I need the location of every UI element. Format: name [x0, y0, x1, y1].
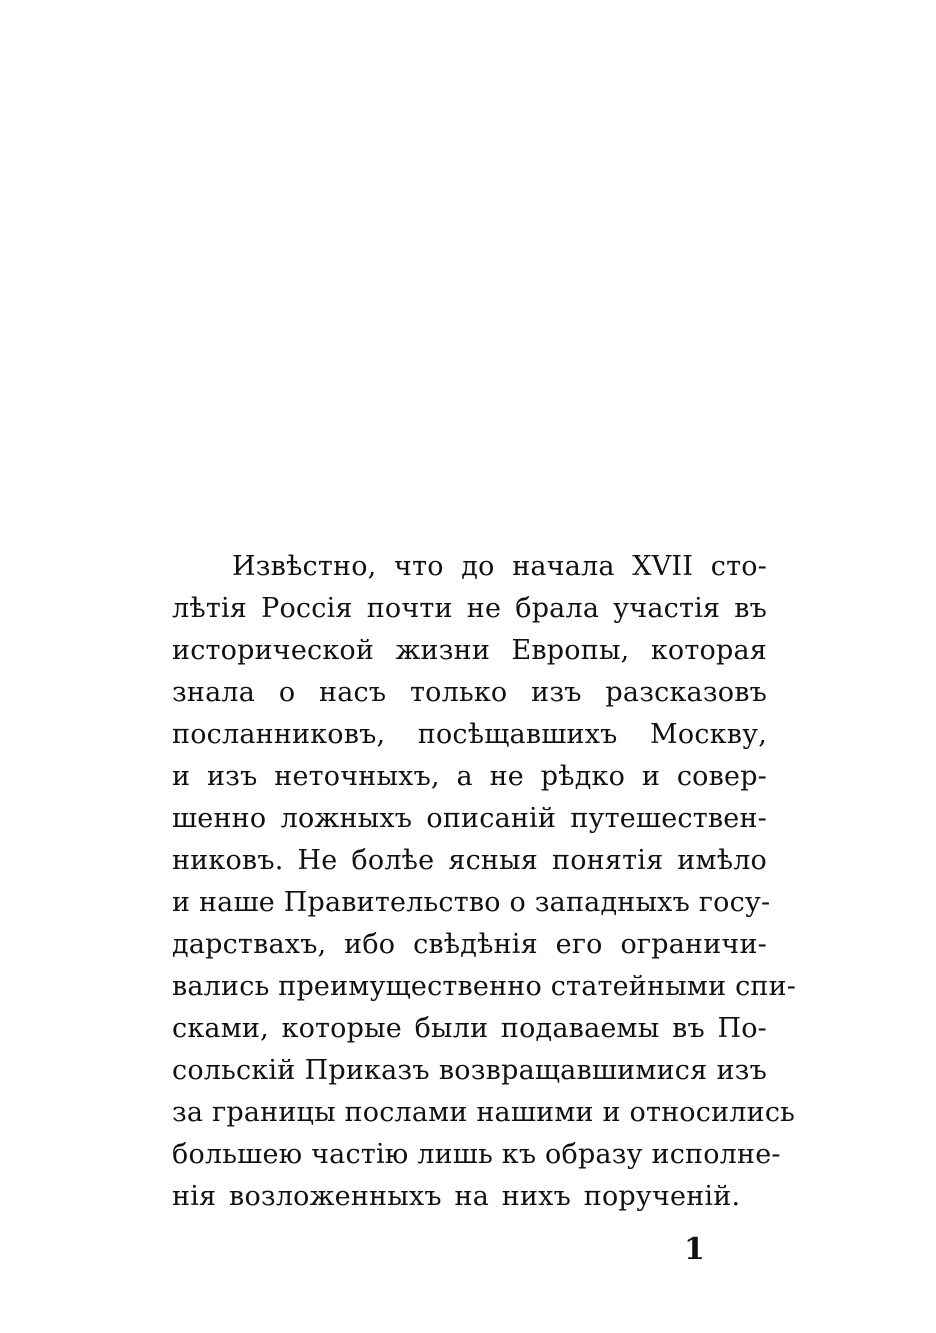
text-line: большею частію лишь къ образу исполне-: [172, 1139, 781, 1170]
text-line: сольскій Приказъ возвращавшимися изъ: [172, 1055, 767, 1086]
text-line: лѣтія Россія почти не брала участія въ: [172, 593, 767, 624]
page-number: 1: [684, 1232, 705, 1267]
text-line: нія возложенныхъ на нихъ порученій.: [172, 1181, 741, 1212]
text-line: исторической жизни Европы, которая: [172, 635, 767, 666]
text-line: за границы послами нашими и относились: [172, 1097, 796, 1128]
text-line: никовъ. Не болѣе ясныя понятія имѣло: [172, 845, 767, 876]
text-line: посланниковъ, посѣщавшихъ Москву,: [172, 719, 767, 750]
text-line: шенно ложныхъ описаній путешествен-: [172, 803, 767, 834]
text-line: вались преимущественно статейными спи-: [172, 971, 797, 1002]
text-line: и наше Правительство о западныхъ госу-: [172, 887, 771, 918]
text-line: знала о насъ только изъ разсказовъ: [172, 677, 767, 708]
text-line: Извѣстно, что до начала XVII сто-: [232, 551, 767, 582]
body-paragraph: [172, 546, 797, 1218]
text-line: дарствахъ, ибо свѣдѣнія его ограничи-: [172, 929, 767, 960]
text-line: и изъ неточныхъ, а не рѣдко и совер-: [172, 761, 767, 792]
text-line: сками, которые были подаваемы въ По-: [172, 1013, 767, 1044]
